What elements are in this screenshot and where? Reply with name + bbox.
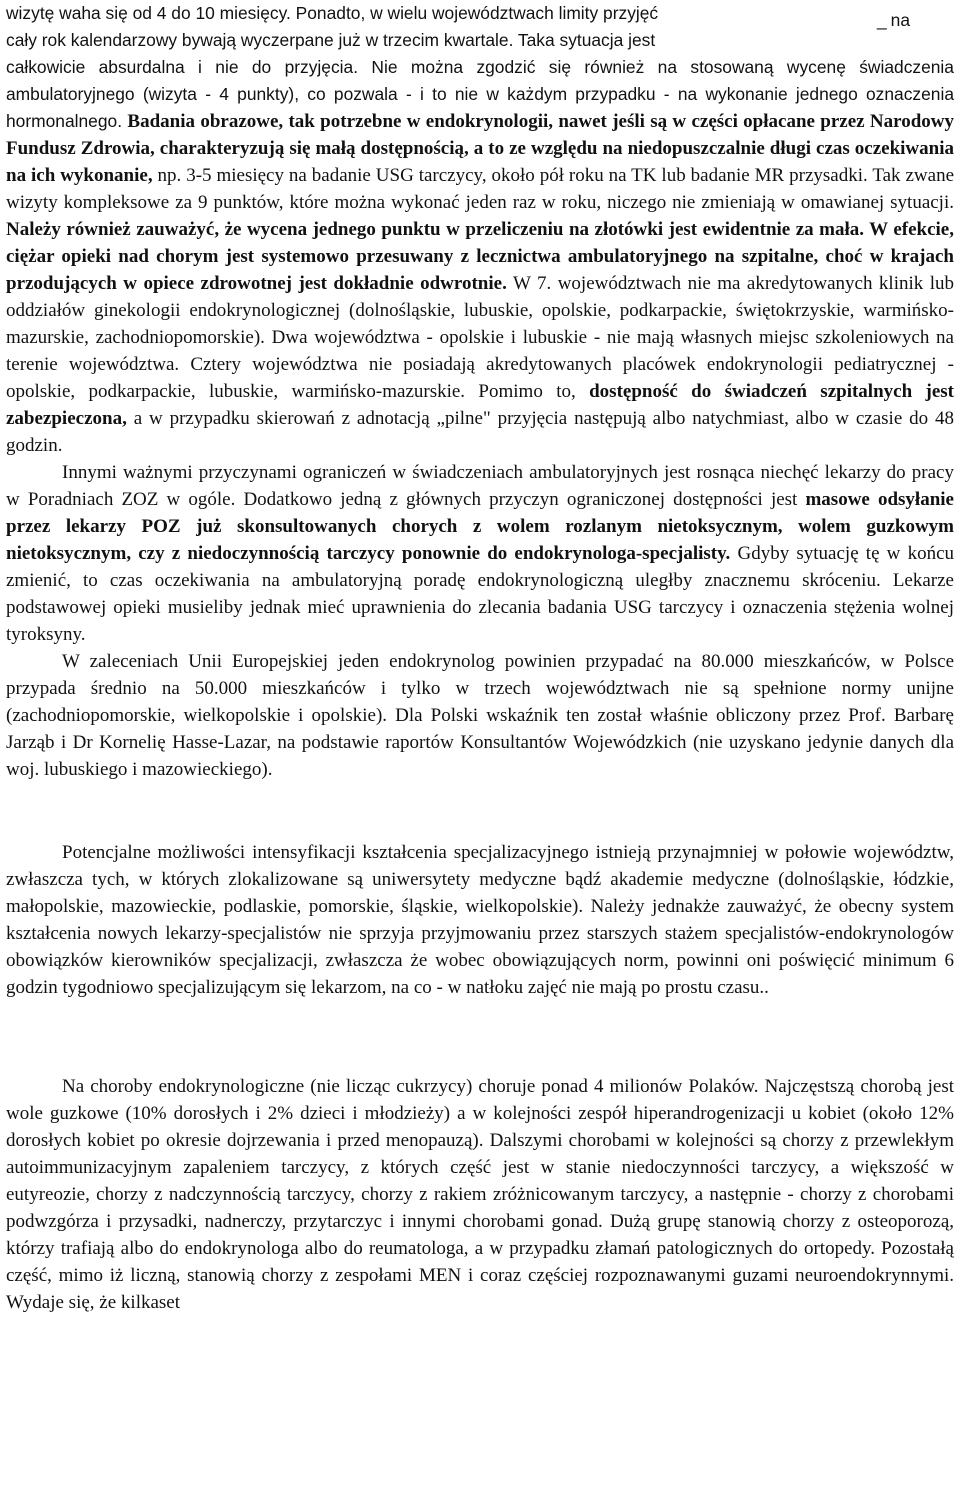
poz-referrals-bold-text: masowe odsyłanie przez lekarzy POZ już skonsultowanych chorych z wolem rozlanym nietoksycznym, wolem guzkowym nietoksycznym, czy z niedoczynnością tarczycy ponownie do endokrynologa-specjalisty. <box>6 489 954 564</box>
point-valuation-bold-text: Należy również zauważyć, że wycena jednego punktu w przeliczeniu na złotówki jest ewidentnie za mała. W efekcie, ciężar opieki nad chorym jest systemowo przesuwany z lecznictwa ambulatoryjnego na szpitalne, choć w krajach przodujących w opiece zdrowotnej jest dokładnie odwrotnie. <box>6 219 954 294</box>
paragraph-eu-recommendations <box>6 648 954 783</box>
urgent-referrals-text: a w przypadku skierowań z adnotacją „pilne" przyjęcia następują albo natychmiast, albo w czasie do 48 godzin. <box>6 408 954 456</box>
paragraph-ambulatory-limits <box>6 459 954 648</box>
intro-line-2-text: cały rok kalendarzowy bywają wyczerpane już w trzecim kwartale. Taka sytuacja jest <box>6 30 656 50</box>
ambulatory-text-1: Innymi ważnymi przyczynami ograniczeń w świadczeniach ambulatoryjnych jest rosnąca niechęć lekarzy do pracy w Poradniach ZOZ w ogóle. Dodatkowo jedną z głównych przyczyn ograniczonej dostępności jest <box>6 462 954 510</box>
paragraph-intro-line-2 <box>6 27 954 54</box>
hospital-access-bold-text: dostępność do świadczeń szpitalnych jest zabezpieczona, <box>6 381 954 429</box>
document-page <box>6 0 954 1316</box>
paragraph-training-capacity <box>6 839 954 1001</box>
intro-line-1-margin-word: _ na <box>877 7 910 34</box>
imaging-text: np. 3-5 miesięcy na badanie USG tarczycy, około pół roku na TK lub badanie MR przysadki. Tak zwane wizyty kompleksowe za 9 punktów, które można wykonać jeden raz w roku, niczego nie zmieniają w omawianej sytuacji. <box>6 165 954 213</box>
training-capacity-text: Potencjalne możliwości intensyfikacji kształcenia specjalizacyjnego istnieją przynajmniej w połowie województw, zwłaszcza tych, w których zlokalizowane są uniwersytety medyczne bądź akademie medyczne (dolnośląskie, łódzkie, małopolskie, mazowieckie, podlaskie, pomorskie, śląskie, wielkopolskie). Należy jednakże zauważyć, że obecny system kształcenia nowych lekarzy-specjalistów nie sprzyja przyjmowaniu przez starszych stażem specjalistów-endokrynologów obowiązków kierowników specjalizacji, zwłaszcza że wobec obowiązujących norm, powinni oni poświęcić minimum 6 godzin tygodniowo specjalizującym się lekarzom, na co - w natłoku zajęć nie mają po prostu czasu.. <box>6 842 954 998</box>
ambulatory-text-2: Gdyby sytuację tę w końcu zmienić, to czas oczekiwania na ambulatoryjną poradę endokrynologiczną uległby znacznemu skróceniu. Lekarze podstawowej opieki musieliby jednak mieć uprawnienia do zlecania badania USG tarczycy i oznaczenia stężenia wolnej tyroksyny. <box>6 543 954 645</box>
paragraph-limits-and-pricing <box>6 54 954 459</box>
intro-line-1-text: wizytę waha się od 4 do 10 miesięcy. Ponadto, w wielu województwach limity przyjęć <box>6 3 659 23</box>
eu-recommendations-text: W zaleceniach Unii Europejskiej jeden endokrynolog powinien przypadać na 80.000 mieszkańców, w Polsce przypada średnio na 50.000 mieszkańców i tylko w trzech województwach nie są spełnione normy unijne (zachodniopomorskie, wielkopolskie i opolskie). Dla Polski wskaźnik ten został właśnie obliczony przez Prof. Barbarę Jarząb i Dr Kornelię Hasse-Lazar, na podstawie raportów Konsultantów Wojewódzkich (nie uzyskano jedynie danych dla woj. lubuskiego i mazowieckiego). <box>6 651 954 780</box>
intro-line-3-text: całkowicie absurdalna i nie do przyjęcia. <box>6 57 359 77</box>
spacer <box>6 1001 954 1073</box>
paragraph-intro-line-1 <box>6 0 954 30</box>
spacer <box>6 783 954 839</box>
voivodeships-text: W 7. województwach nie ma akredytowanych klinik lub oddziałów ginekologii endokrynologicznej (dolnośląskie, lubuskie, opolskie, podkarpackie, świętokrzyskie, warmińsko-mazurskie, zachodniopomorskie). Dwa województwa - opolskie i lubuskie - nie mają własnych miejsc szkoleniowych na terenie województwa. Cztery województwa nie posiadają akredytowanych placówek endokrynologii pediatrycznej - opolskie, podkarpackie, lubuskie, warmińsko-mazurskie. Pomimo to, <box>6 273 954 402</box>
disease-prevalence-text: Na choroby endokrynologiczne (nie licząc cukrzycy) choruje ponad 4 milionów Polaków. Najczęstszą chorobą jest wole guzkowe (10% dorosłych i 2% dzieci i młodzieży) a w kolejności zespół hiperandrogenizacji u kobiet (około 12% dorosłych kobiet po okresie dojrzewania i przed menopauzą). Dalszymi chorobami w kolejności są chorzy z przewlekłym autoimmunizacyjnym zapaleniem tarczycy, z których część jest w stanie niedoczynności tarczycy, a większość w eutyreozie, chorzy z nadczynnością tarczycy, chorzy z rakiem zróżnicowanym tarczycy, a następnie - chorzy z chorobami podwzgórza i przysadki, nadnerczy, przytarczyc i innymi chorobami gonad. Dużą grupę stanowią chorzy z osteoporozą, którzy trafiają albo do endokrynologa albo do reumatologa, a w przypadku złamań patologicznych do ortopedy. Pozostałą część, mimo iż liczną, stanowią chorzy z zespołami MEN i coraz częściej rozpoznawanymi guzami neuroendokrynnymi. Wydaje się, że kilkaset <box>6 1076 954 1313</box>
paragraph-disease-prevalence <box>6 1073 954 1316</box>
imaging-bold-text: Badania obrazowe, tak potrzebne w endokrynologii, nawet jeśli są w części opłacane przez Narodowy Fundusz Zdrowia, charakteryzują się małą dostępnością, a to ze względu na niedopuszczalnie długi czas oczekiwania na ich wykonanie, <box>6 111 954 186</box>
pricing-text: Nie można zgodzić się również na stosowaną wycenę świadczenia ambulatoryjnego (wizyta - 4 punkty), co pozwala - i to nie w każdym przypadku - na wykonanie jednego oznaczenia hormonalnego. <box>6 57 954 131</box>
